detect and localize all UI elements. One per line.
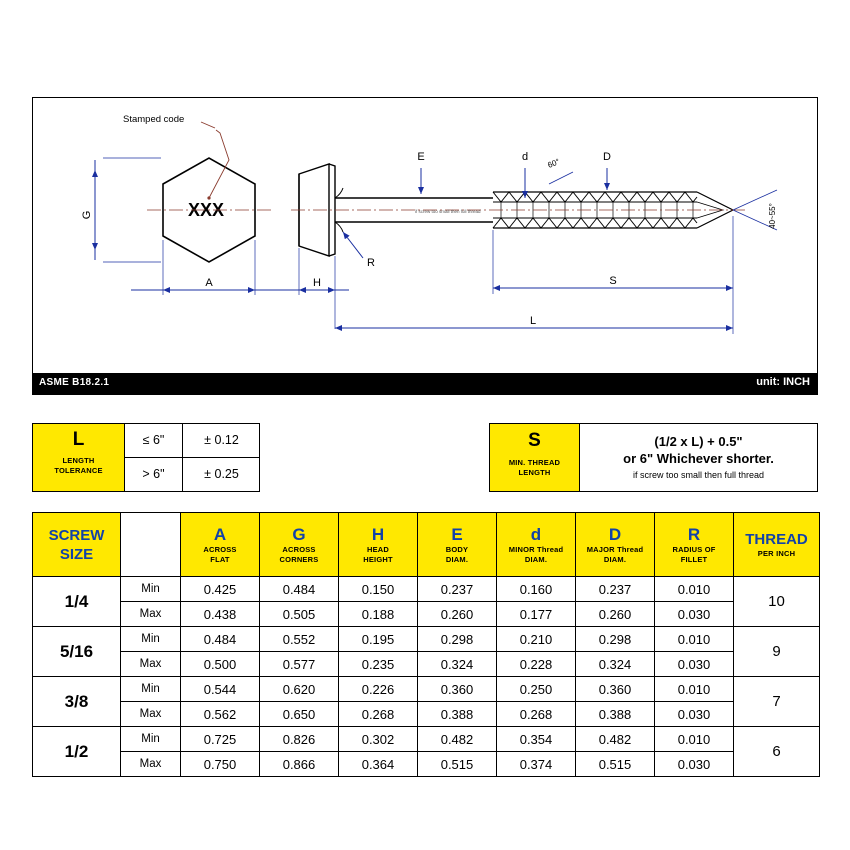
cell-A: 0.562 [181, 702, 260, 727]
cell-R: 0.010 [655, 627, 734, 652]
cell-A: 0.544 [181, 677, 260, 702]
cell-H: 0.188 [339, 602, 418, 627]
screw-side-view [291, 164, 745, 256]
table-row [33, 602, 820, 627]
header-minmax [121, 513, 181, 577]
header-E-symbol: E [451, 525, 463, 544]
cell-D: 0.324 [576, 652, 655, 677]
min-thread-sub1: MIN. THREAD [508, 458, 561, 467]
length-condition: > 6" [125, 458, 183, 492]
cell-A: 0.484 [181, 627, 260, 652]
cell-d: 0.354 [497, 727, 576, 752]
length-tolerance-value: ± 0.12 [204, 433, 239, 448]
cell-G: 0.866 [260, 752, 339, 777]
cell-G: 0.577 [260, 652, 339, 677]
cell-H: 0.226 [339, 677, 418, 702]
cell-E: 0.360 [418, 677, 497, 702]
header-E-sub2: DIAM. [445, 554, 469, 564]
table-row [33, 702, 820, 727]
unit-label: unit: INCH [756, 376, 810, 388]
header-H-sub2: HEIGHT [363, 554, 393, 564]
cell-G: 0.505 [260, 602, 339, 627]
cell-H: 0.195 [339, 627, 418, 652]
header-D [576, 513, 655, 577]
shank-note-label: if screw too small then full thread [415, 209, 481, 214]
cell-E: 0.237 [418, 577, 497, 602]
row-size: 5/16 [33, 627, 121, 677]
stamped-code-callout [123, 114, 229, 200]
table-row [33, 677, 820, 702]
row-size: 1/2 [33, 727, 121, 777]
header-H-symbol: H [371, 525, 385, 544]
length-tolerance-symbol: L [72, 429, 85, 450]
point-angle-label: 40~55° [768, 203, 777, 229]
header-d-sub1: MINOR Thread [508, 545, 564, 554]
cell-R: 0.010 [655, 677, 734, 702]
length-tolerance-label-cell [33, 424, 125, 491]
row-minmax: Max [121, 702, 181, 727]
thread-angle-label: 60° [546, 156, 561, 170]
cell-G: 0.484 [260, 577, 339, 602]
cell-H: 0.150 [339, 577, 418, 602]
length-tolerance-sub1: LENGTH [62, 456, 95, 465]
header-H [339, 513, 418, 577]
cell-D: 0.482 [576, 727, 655, 752]
row-minmax: Min [121, 727, 181, 752]
length-tolerance-value: ± 0.25 [204, 467, 239, 482]
cell-A: 0.425 [181, 577, 260, 602]
cell-d: 0.228 [497, 652, 576, 677]
dimension-S-label: S [609, 275, 617, 287]
cell-D: 0.260 [576, 602, 655, 627]
row-minmax: Max [121, 602, 181, 627]
cell-R: 0.030 [655, 652, 734, 677]
cell-E: 0.388 [418, 702, 497, 727]
header-thread [734, 513, 820, 577]
row-minmax: Min [121, 577, 181, 602]
cell-H: 0.235 [339, 652, 418, 677]
header-A [181, 513, 260, 577]
cell-thread: 7 [734, 677, 820, 727]
header-screw-size [33, 513, 121, 577]
cell-d: 0.374 [497, 752, 576, 777]
cell-A: 0.750 [181, 752, 260, 777]
dimension-L [335, 294, 733, 334]
header-D-sub2: DIAM. [603, 554, 627, 564]
dimension-table [32, 512, 820, 777]
length-tolerance-sub2: TOLERANCE [54, 466, 103, 475]
header-D-symbol: D [608, 525, 622, 544]
header-A-symbol: A [213, 525, 227, 544]
head-mark-label: XXX [188, 200, 225, 220]
header-d-sub2: DIAM. [524, 554, 548, 564]
dimension-E [417, 151, 424, 194]
cell-d: 0.177 [497, 602, 576, 627]
header-D-sub1: MAJOR Thread [586, 545, 644, 554]
cell-H: 0.268 [339, 702, 418, 727]
length-tolerance-row [125, 458, 260, 492]
table-row [33, 727, 820, 752]
header-thread-sub: PER INCH [757, 549, 796, 559]
header-G [260, 513, 339, 577]
cell-R: 0.010 [655, 727, 734, 752]
min-thread-label-cell [490, 424, 580, 491]
header-thread-symbol: THREAD [745, 531, 808, 549]
drawing-panel [32, 97, 818, 393]
cell-H: 0.302 [339, 727, 418, 752]
header-G-symbol: G [292, 525, 306, 544]
cell-G: 0.650 [260, 702, 339, 727]
cell-R: 0.030 [655, 752, 734, 777]
min-thread-line2: or 6" Whichever shorter. [623, 451, 774, 466]
dimension-d-label: d [521, 151, 529, 163]
table-header-row [33, 513, 820, 577]
row-minmax: Min [121, 677, 181, 702]
table-row [33, 752, 820, 777]
length-tolerance-row [125, 424, 260, 458]
dimension-A [131, 240, 285, 295]
table-row [33, 652, 820, 677]
cell-A: 0.725 [181, 727, 260, 752]
header-E [418, 513, 497, 577]
drawing-footer-bar [32, 373, 818, 395]
cell-thread: 6 [734, 727, 820, 777]
cell-R: 0.030 [655, 702, 734, 727]
thread-angle-note [546, 157, 573, 184]
cell-R: 0.010 [655, 577, 734, 602]
header-screw-line2: SIZE [59, 545, 94, 563]
dimension-A-label: A [205, 277, 213, 289]
cell-R: 0.030 [655, 602, 734, 627]
min-thread-sub2: LENGTH [518, 468, 551, 477]
header-A-sub2: FLAT [210, 554, 230, 564]
row-minmax: Max [121, 752, 181, 777]
cell-E: 0.515 [418, 752, 497, 777]
dimension-D-label: D [603, 151, 611, 163]
row-size: 3/8 [33, 677, 121, 727]
cell-A: 0.438 [181, 602, 260, 627]
cell-thread: 9 [734, 627, 820, 677]
header-H-sub1: HEAD [366, 545, 390, 554]
row-minmax: Min [121, 627, 181, 652]
header-E-sub1: BODY [445, 545, 469, 554]
table-row [33, 577, 820, 602]
header-G-sub2: CORNERS [279, 554, 319, 564]
length-tolerance-box [32, 423, 260, 492]
min-thread-line3: if screw too small then full thread [632, 470, 765, 480]
cell-G: 0.826 [260, 727, 339, 752]
cell-H: 0.364 [339, 752, 418, 777]
cell-E: 0.482 [418, 727, 497, 752]
min-thread-formula [580, 424, 817, 491]
cell-d: 0.160 [497, 577, 576, 602]
header-R-sub1: RADIUS OF [672, 545, 716, 554]
cell-D: 0.388 [576, 702, 655, 727]
min-thread-symbol: S [528, 430, 541, 451]
min-thread-line1: (1/2 x L) + 0.5" [654, 434, 743, 449]
dimension-D [603, 151, 611, 190]
cell-d: 0.268 [497, 702, 576, 727]
row-minmax: Max [121, 652, 181, 677]
lag-screw-drawing [33, 98, 817, 392]
header-R-symbol: R [687, 525, 701, 544]
stamped-code-label: Stamped code [123, 114, 185, 125]
dimension-L-label: L [529, 315, 537, 327]
cell-D: 0.515 [576, 752, 655, 777]
row-size: 1/4 [33, 577, 121, 627]
header-A-sub1: ACROSS [203, 545, 237, 554]
cell-G: 0.552 [260, 627, 339, 652]
dimension-E-label: E [417, 151, 425, 163]
dimension-H-label: H [313, 277, 321, 289]
cell-E: 0.298 [418, 627, 497, 652]
dimension-H [285, 248, 349, 329]
cell-E: 0.260 [418, 602, 497, 627]
header-R-sub2: FILLET [680, 554, 708, 564]
dimension-d [522, 151, 528, 198]
header-G-sub1: ACROSS [282, 545, 316, 554]
cell-E: 0.324 [418, 652, 497, 677]
standard-label: ASME B18.2.1 [39, 377, 110, 388]
cell-G: 0.620 [260, 677, 339, 702]
cell-d: 0.210 [497, 627, 576, 652]
min-thread-length-box [489, 423, 818, 492]
header-d [497, 513, 576, 577]
cell-thread: 10 [734, 577, 820, 627]
header-R [655, 513, 734, 577]
cell-d: 0.250 [497, 677, 576, 702]
cell-D: 0.298 [576, 627, 655, 652]
cell-A: 0.500 [181, 652, 260, 677]
header-d-symbol: d [530, 525, 542, 544]
table-row [33, 627, 820, 652]
dimension-G-label: G [81, 210, 93, 220]
cell-D: 0.360 [576, 677, 655, 702]
cell-D: 0.237 [576, 577, 655, 602]
length-condition: ≤ 6" [125, 424, 183, 457]
dimension-R [343, 232, 375, 269]
dimension-R-label: R [367, 257, 375, 269]
header-screw-line1: SCREW [48, 526, 105, 544]
